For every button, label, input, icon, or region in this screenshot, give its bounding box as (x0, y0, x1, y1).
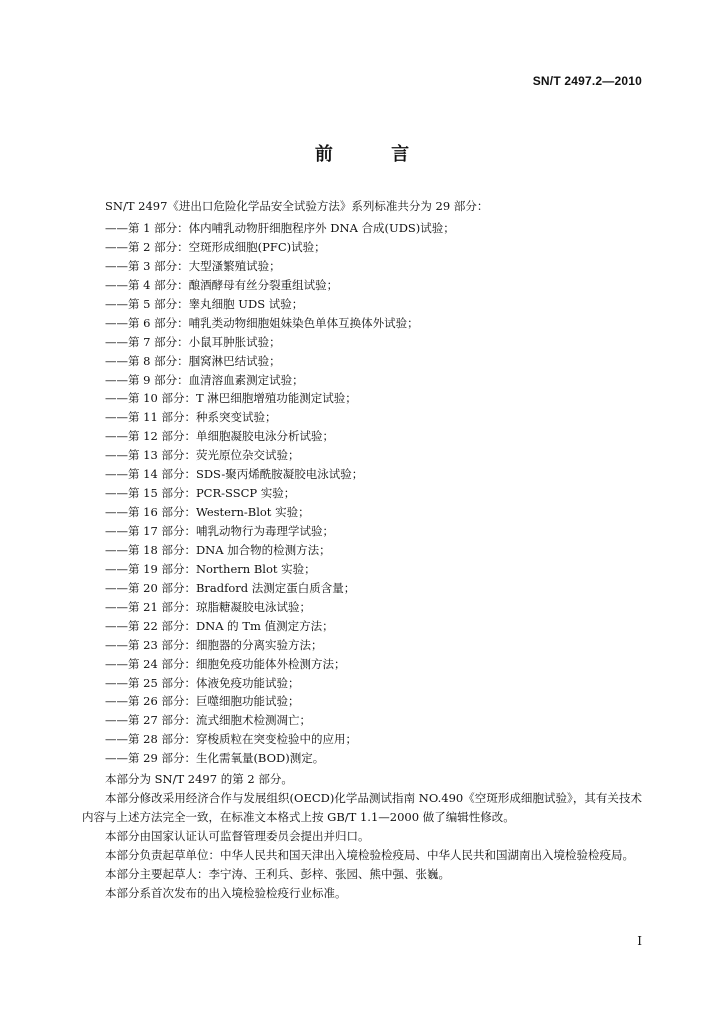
list-item: ——第 22 部分：DNA 的 Tm 值测定方法； (105, 618, 334, 633)
list-item: ——第 15 部分：PCR-SSCP 实验； (105, 486, 296, 501)
list-item: ——第 3 部分：大型溞繁殖试验； (105, 258, 281, 273)
list-item: ——第 23 部分：细胞器的分离实验方法； (105, 637, 323, 652)
page-title: 前 言 (314, 144, 436, 165)
list-item: ——第 18 部分：DNA 加合物的检测方法； (105, 542, 331, 557)
list-item: ——第 11 部分：种系突变试验； (105, 410, 277, 425)
list-item: ——第 21 部分：琼脂糖凝胶电泳试验； (105, 599, 311, 614)
list-item: ——第 24 部分：细胞免疫功能体外检测方法； (105, 656, 346, 671)
list-item: ——第 1 部分：体内哺乳动物肝细胞程序外 DNA 合成(UDS)试验； (105, 221, 455, 235)
list-item: ——第 29 部分：生化需氧量(BOD)测定。 (105, 751, 325, 766)
list-item: ——第 26 部分：巨噬细胞功能试验； (105, 694, 300, 709)
list-item: ——第 12 部分：单细胞凝胶电泳分析试验； (105, 429, 334, 444)
body-text (82, 770, 642, 903)
list-item: ——第 20 部分：Bradford 法测定蛋白质含量； (105, 580, 356, 595)
list-item: ——第 28 部分：穿梭质粒在突变检验中的应用； (105, 732, 357, 747)
parts-list (105, 219, 455, 768)
list-item: ——第 6 部分：哺乳类动物细胞姐妹染色单体互换体外试验； (105, 315, 419, 330)
paragraph: 本部分修改采用经济合作与发展组织(OECD)化学品测试指南 NO.490《空斑形成细胞试验》，其有关技术内容与上述方法完全一致，在标准文本格式上按 GB/T 1.1—2000 做了编辑性修改。 (82, 791, 642, 824)
list-item: ——第 9 部分：血清溶血素测定试验； (105, 372, 304, 387)
list-item: ——第 19 部分：Northern Blot 实验； (105, 561, 316, 576)
list-item: ——第 17 部分：哺乳动物行为毒理学试验； (105, 524, 334, 538)
list-item: ——第 14 部分：SDS-聚丙烯酰胺凝胶电泳试验； (105, 467, 364, 482)
paragraph: 本部分主要起草人：李宁涛、王利兵、彭梓、张园、熊中强、张巍。 (105, 867, 450, 881)
page-number: I (637, 934, 642, 948)
paragraph: 本部分系首次发布的出入境检验检疫行业标准。 (105, 886, 347, 900)
list-item: ——第 27 部分：流式细胞术检测凋亡； (105, 713, 311, 728)
list-item: ——第 16 部分：Western-Blot 实验； (105, 505, 310, 520)
standard-code: SN/T 2497.2—2010 (532, 74, 642, 88)
list-item: ——第 25 部分：体液免疫功能试验； (105, 675, 300, 690)
intro-line: SN/T 2497《进出口危险化学品安全试验方法》系列标准共分为 29 部分： (105, 199, 489, 213)
list-item: ——第 8 部分：腘窝淋巴结试验； (105, 353, 281, 368)
list-item: ——第 10 部分：T 淋巴细胞增殖功能测定试验； (105, 391, 357, 406)
list-item: ——第 7 部分：小鼠耳肿胀试验； (105, 334, 281, 349)
paragraph: 本部分负责起草单位：中华人民共和国天津出入境检验检疫局、中华人民共和国湖南出入境检验检疫局。 (105, 848, 634, 862)
paragraph: 本部分为 SN/T 2497 的第 2 部分。 (105, 772, 293, 786)
list-item: ——第 4 部分：酿酒酵母有丝分裂重组试验； (105, 277, 339, 292)
paragraph: 本部分由国家认证认可监督管理委员会提出并归口。 (105, 829, 370, 843)
list-item: ——第 5 部分：睾丸细胞 UDS 试验； (105, 296, 304, 311)
list-item: ——第 13 部分：荧光原位杂交试验； (105, 448, 300, 463)
list-item: ——第 2 部分：空斑形成细胞(PFC)试验； (105, 239, 326, 254)
